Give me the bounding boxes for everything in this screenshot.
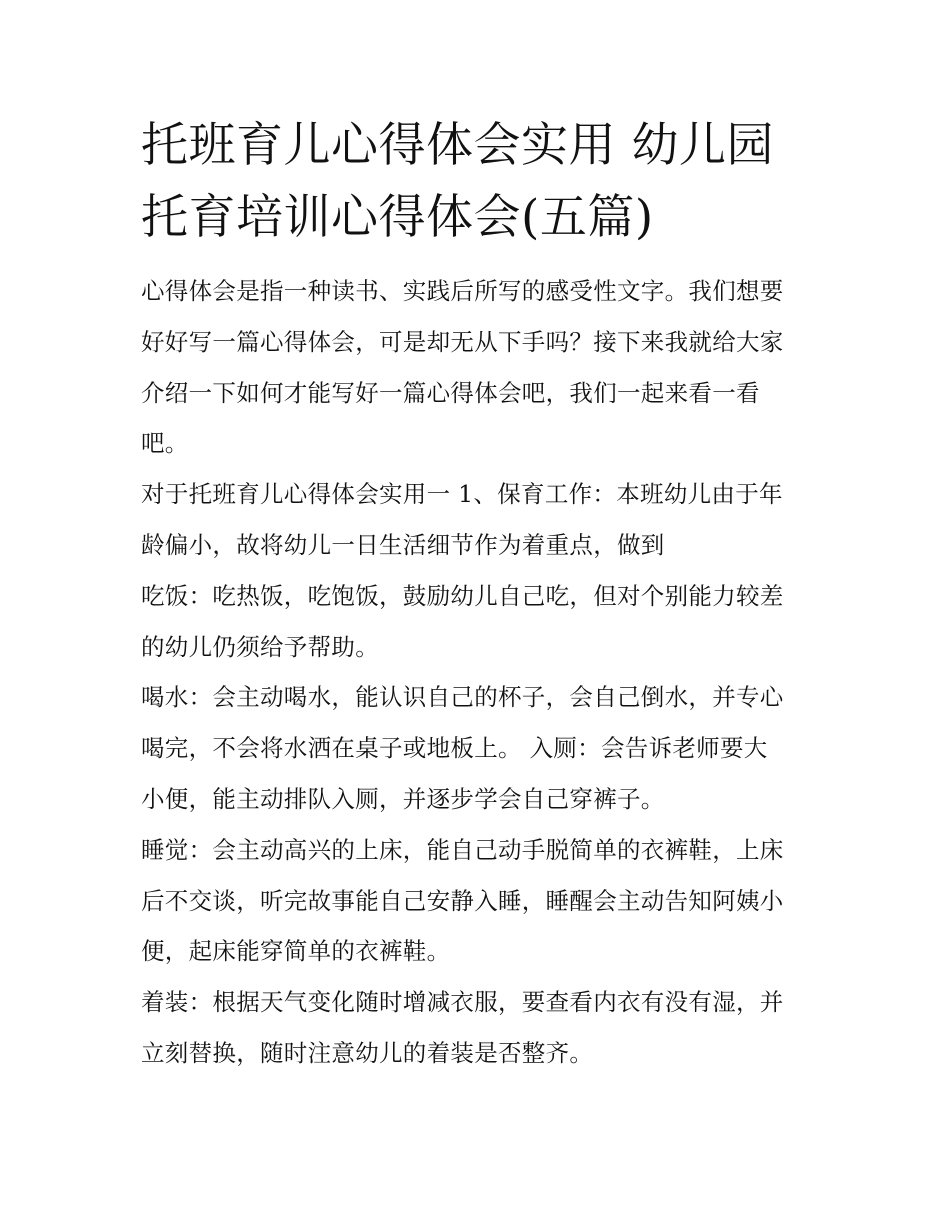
- text-line: 对于托班育儿心得体会实用一 1、保育工作：本班幼儿由于年: [141, 480, 783, 509]
- text-line: 立刻替换，随时注意幼儿的着装是否整齐。: [141, 1038, 594, 1067]
- text-line: 喝完，不会将水洒在桌子或地板上。 入厕：会告诉老师要大: [141, 734, 768, 763]
- text-line: 心得体会是指一种读书、实践后所写的感受性文字。我们想要: [141, 277, 784, 305]
- title-line-2: 托育培训心得体会(五篇): [141, 190, 654, 245]
- text-line: 好好写一篇心得体会，可是却无从下手吗？接下来我就给大家: [141, 327, 784, 356]
- paragraph-drinking: [141, 672, 813, 824]
- paragraph-care-work: [141, 469, 813, 571]
- text-line: 吃饭：吃热饭，吃饱饭，鼓励幼儿自己吃，但对个别能力较差: [141, 581, 784, 610]
- text-line: 小便，能主动排队入厕，并逐步学会自己穿裤子。: [141, 784, 665, 813]
- text-line: 吧。: [141, 429, 189, 458]
- paragraph-dressing: [141, 977, 813, 1079]
- text-line: 的幼儿仍须给予帮助。: [141, 632, 379, 661]
- text-line: 介绍一下如何才能写好一篇心得体会吧，我们一起来看一看: [141, 378, 760, 407]
- text-line: 着装：根据天气变化随时增减衣服，要查看内衣有没有湿，并: [141, 988, 784, 1017]
- document-page: [141, 110, 813, 1079]
- text-line: 后不交谈，听完故事能自己安静入睡，睡醒会主动告知阿姨小: [141, 886, 784, 915]
- text-line: 便，起床能穿简单的衣裤鞋。: [141, 937, 451, 966]
- paragraph-intro: [141, 266, 813, 469]
- paragraph-sleeping: [141, 825, 813, 977]
- paragraph-eating: [141, 571, 813, 673]
- title-line-1: 托班育儿心得体会实用 幼儿园: [141, 118, 774, 173]
- text-line: 龄偏小，故将幼儿一日生活细节作为着重点，做到: [141, 530, 665, 559]
- text-line: 喝水：会主动喝水，能认识自己的杯子，会自己倒水，并专心: [141, 683, 784, 712]
- document-title: [141, 110, 813, 254]
- text-line: 睡觉：会主动高兴的上床，能自己动手脱简单的衣裤鞋，上床: [141, 835, 784, 864]
